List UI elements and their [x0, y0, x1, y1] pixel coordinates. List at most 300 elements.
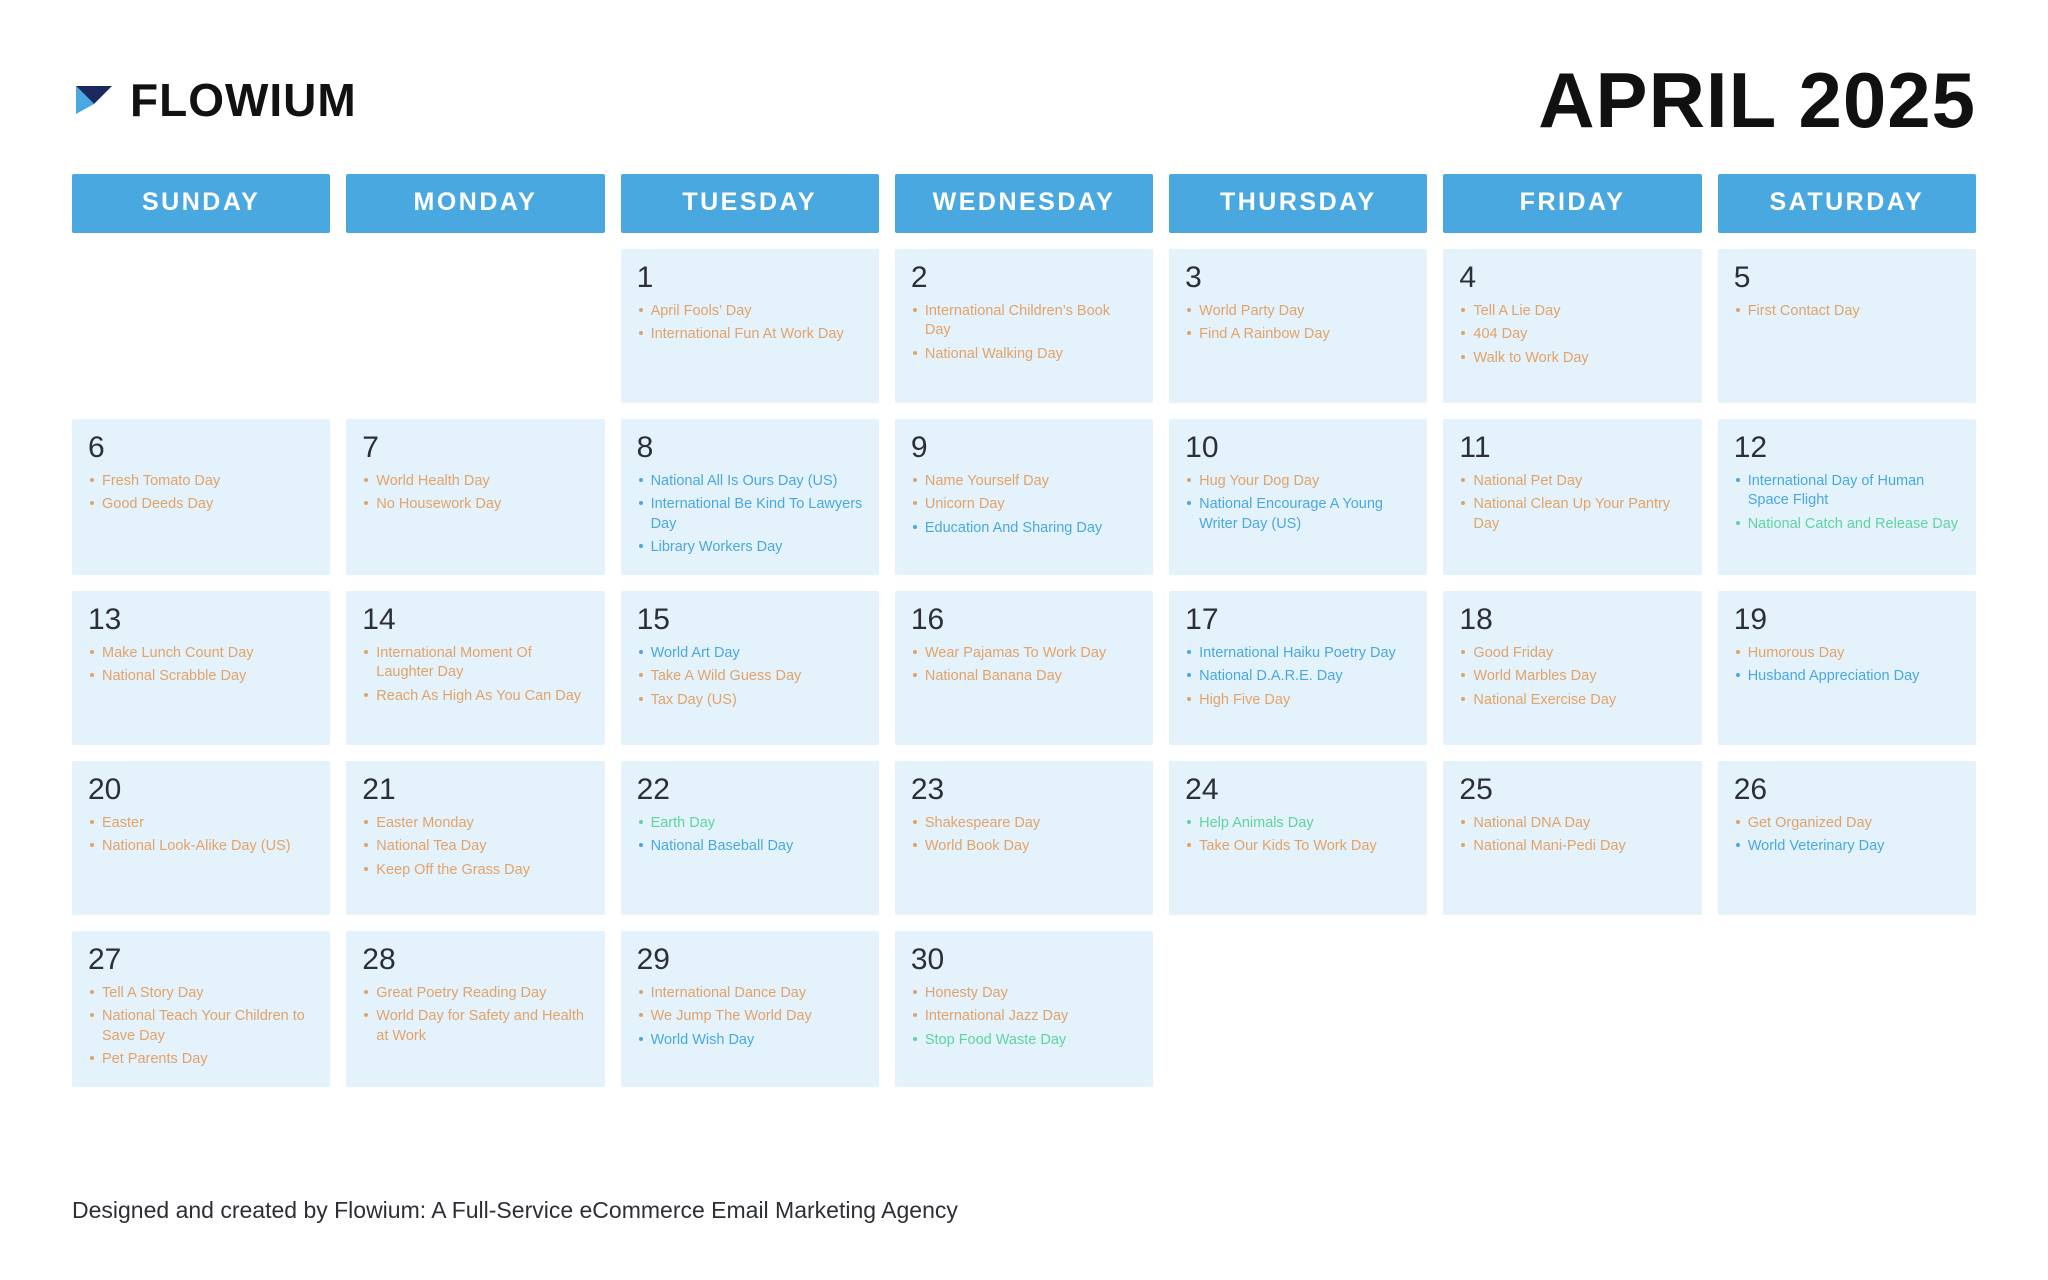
bullet-dot-icon: [364, 867, 368, 871]
event-list: [88, 984, 316, 1069]
event-label: World Party Day: [1199, 303, 1305, 319]
event-item: [911, 984, 1139, 1003]
event-label: National Encourage A Young Writer Day (US): [1199, 496, 1383, 532]
event-item: [1459, 814, 1687, 833]
event-label: International Be Kind To Lawyers Day: [650, 496, 863, 532]
calendar-day-cell[interactable]: [621, 249, 879, 403]
page-title: APRIL 2025: [1538, 56, 1976, 144]
day-number: 21: [362, 773, 396, 807]
bullet-dot-icon: [90, 673, 94, 677]
event-list: [911, 644, 1139, 687]
event-label: National D.A.R.E. Day: [1199, 668, 1343, 685]
event-label: Easter Monday: [376, 815, 474, 832]
event-label: Hug Your Dog Day: [1199, 473, 1320, 489]
bullet-dot-icon: [1736, 308, 1740, 312]
event-item: [637, 644, 865, 663]
event-item: [911, 644, 1139, 663]
calendar-day-cell[interactable]: [1718, 249, 1976, 403]
event-label: World Book Day: [924, 838, 1030, 855]
day-number: 23: [910, 773, 945, 807]
event-item: [362, 495, 590, 514]
event-label: Good Friday: [1473, 645, 1554, 662]
event-item: [1459, 325, 1687, 344]
event-item: [88, 984, 316, 1003]
event-label: Education And Sharing Day: [924, 519, 1103, 536]
bullet-dot-icon: [639, 501, 643, 505]
event-item: [911, 1031, 1139, 1050]
event-label: Unicorn Day: [924, 496, 1005, 513]
bullet-dot-icon: [639, 544, 643, 548]
event-item: [1459, 495, 1687, 534]
calendar-day-cell[interactable]: [346, 931, 604, 1087]
calendar-day-cell[interactable]: [895, 591, 1153, 745]
event-list: [637, 814, 865, 857]
event-list: [1734, 472, 1962, 534]
calendar-day-cell[interactable]: [1443, 249, 1701, 403]
bullet-dot-icon: [1187, 697, 1191, 701]
bullet-dot-icon: [639, 650, 643, 654]
bullet-dot-icon: [1461, 650, 1465, 654]
calendar-cell-empty: [1718, 931, 1976, 1087]
bullet-dot-icon: [90, 650, 94, 654]
event-item: [88, 1007, 316, 1046]
bullet-dot-icon: [90, 843, 94, 847]
event-list: [1459, 302, 1687, 368]
weekday-header: MONDAY: [346, 174, 604, 233]
event-label: Reach As High As You Can Day: [376, 687, 582, 704]
calendar-day-cell[interactable]: [1169, 591, 1427, 745]
event-item: [1185, 691, 1413, 710]
day-number: 14: [362, 603, 396, 637]
day-number: 29: [636, 943, 670, 977]
event-label: National DNA Day: [1473, 815, 1591, 832]
event-item: [362, 814, 590, 833]
bullet-dot-icon: [1187, 501, 1191, 505]
event-label: Honesty Day: [924, 985, 1008, 1002]
calendar-day-cell[interactable]: [72, 419, 330, 575]
calendar-day-cell[interactable]: [346, 419, 604, 575]
event-item: [637, 495, 865, 534]
bullet-dot-icon: [913, 478, 917, 482]
event-label: World Day for Safety and Health at Work: [376, 1008, 584, 1044]
event-item: [1185, 472, 1413, 491]
event-list: [362, 472, 590, 515]
event-item: [1459, 667, 1687, 686]
day-number: 24: [1185, 773, 1219, 807]
bullet-dot-icon: [1736, 673, 1740, 677]
event-item: [637, 1007, 865, 1026]
day-number: 3: [1185, 261, 1202, 294]
event-label: Name Yourself Day: [924, 473, 1049, 489]
event-item: [637, 691, 865, 710]
event-label: International Children’s Book Day: [924, 303, 1110, 339]
calendar-cell-empty: [1443, 931, 1701, 1087]
bullet-dot-icon: [364, 820, 368, 824]
weekday-header: TUESDAY: [621, 174, 879, 233]
event-item: [637, 814, 865, 833]
event-label: International Day of Human Space Flight: [1747, 473, 1925, 509]
event-label: Pet Parents Day: [102, 1050, 208, 1067]
bullet-dot-icon: [1461, 673, 1465, 677]
day-number: 19: [1733, 603, 1768, 637]
event-label: Wear Pajamas To Work Day: [924, 645, 1107, 662]
calendar-day-cell[interactable]: [1443, 591, 1701, 745]
event-list: [362, 814, 590, 880]
bullet-dot-icon: [1461, 501, 1465, 505]
bullet-dot-icon: [913, 525, 917, 529]
bullet-dot-icon: [913, 501, 917, 505]
day-number: 11: [1459, 431, 1491, 464]
calendar-day-cell[interactable]: [895, 931, 1153, 1087]
event-list: [1185, 302, 1413, 345]
event-list: [1185, 814, 1413, 857]
event-label: Earth Day: [650, 815, 716, 832]
event-label: National Exercise Day: [1473, 691, 1617, 708]
weekday-header: SATURDAY: [1718, 174, 1976, 233]
calendar-day-cell[interactable]: [1718, 591, 1976, 745]
event-item: [637, 837, 865, 856]
bullet-dot-icon: [1736, 478, 1740, 482]
bullet-dot-icon: [913, 308, 917, 312]
day-number: 5: [1733, 261, 1751, 294]
bullet-dot-icon: [1461, 843, 1465, 847]
event-label: National Baseball Day: [650, 838, 794, 855]
calendar-grid: [72, 174, 1976, 1087]
calendar-day-cell[interactable]: [1443, 419, 1701, 575]
event-label: Find A Rainbow Day: [1199, 326, 1330, 343]
bullet-dot-icon: [913, 990, 917, 994]
event-item: [1185, 837, 1413, 856]
event-item: [1734, 644, 1962, 663]
event-item: [637, 302, 865, 321]
bullet-dot-icon: [1736, 521, 1740, 525]
event-list: [911, 472, 1139, 538]
bullet-dot-icon: [1187, 820, 1191, 824]
event-item: [362, 837, 590, 856]
event-item: [911, 345, 1139, 364]
event-label: National Teach Your Children to Save Day: [102, 1008, 305, 1044]
page-header: [72, 0, 1976, 160]
event-item: [1185, 325, 1413, 344]
day-number: 7: [362, 431, 379, 464]
bullet-dot-icon: [913, 351, 917, 355]
event-label: National Clean Up Your Pantry Day: [1473, 496, 1671, 532]
event-label: Keep Off the Grass Day: [376, 861, 530, 878]
day-number: 27: [88, 943, 122, 977]
event-item: [911, 667, 1139, 686]
event-list: [1734, 644, 1962, 687]
calendar-cell-empty: [346, 249, 604, 403]
day-number: 15: [636, 603, 670, 637]
day-number: 16: [910, 603, 945, 637]
calendar-cell-empty: [72, 249, 330, 403]
day-number: 17: [1185, 603, 1219, 637]
bullet-dot-icon: [639, 1037, 643, 1041]
event-label: World Veterinary Day: [1747, 838, 1885, 855]
event-label: International Dance Day: [650, 985, 807, 1002]
event-label: Great Poetry Reading Day: [376, 985, 547, 1002]
event-label: National Catch and Release Day: [1747, 515, 1959, 532]
bullet-dot-icon: [639, 820, 643, 824]
bullet-dot-icon: [913, 1013, 917, 1017]
calendar-day-cell[interactable]: [346, 591, 604, 745]
event-item: [911, 1007, 1139, 1026]
weekday-header: THURSDAY: [1169, 174, 1427, 233]
bullet-dot-icon: [90, 501, 94, 505]
bullet-dot-icon: [90, 1013, 94, 1017]
event-label: Library Workers Day: [650, 538, 783, 555]
bullet-dot-icon: [1461, 820, 1465, 824]
day-number: 9: [910, 431, 928, 464]
event-label: International Moment Of Laughter Day: [376, 645, 532, 681]
event-item: [637, 325, 865, 344]
event-item: [1459, 349, 1687, 368]
day-number: 26: [1733, 773, 1768, 807]
event-label: Help Animals Day: [1199, 815, 1314, 832]
bullet-dot-icon: [90, 990, 94, 994]
calendar-day-cell[interactable]: [1443, 761, 1701, 915]
bullet-dot-icon: [639, 697, 643, 701]
event-label: National Mani-Pedi Day: [1473, 838, 1626, 855]
event-label: April Fools’ Day: [650, 303, 752, 319]
event-item: [88, 1050, 316, 1069]
event-list: [911, 984, 1139, 1050]
weekday-header: SUNDAY: [72, 174, 330, 233]
event-item: [88, 472, 316, 491]
day-number: 20: [88, 773, 122, 807]
event-label: Husband Appreciation Day: [1747, 668, 1920, 685]
event-item: [1185, 667, 1413, 686]
event-label: We Jump The World Day: [650, 1008, 812, 1025]
event-item: [362, 472, 590, 491]
event-list: [637, 302, 865, 345]
day-number: 25: [1459, 773, 1493, 807]
event-label: Tax Day (US): [650, 691, 737, 708]
event-list: [637, 644, 865, 710]
event-item: [88, 667, 316, 686]
event-item: [362, 644, 590, 683]
event-list: [1734, 302, 1962, 321]
event-list: [911, 302, 1139, 364]
day-number: 30: [910, 943, 945, 977]
bullet-dot-icon: [364, 478, 368, 482]
event-label: International Jazz Day: [924, 1008, 1069, 1025]
calendar-day-cell[interactable]: [1718, 761, 1976, 915]
event-list: [1459, 814, 1687, 857]
calendar-day-cell[interactable]: [72, 931, 330, 1087]
event-item: [637, 538, 865, 557]
event-item: [88, 814, 316, 833]
event-item: [1459, 302, 1687, 321]
calendar-day-cell[interactable]: [895, 419, 1153, 575]
event-item: [362, 984, 590, 1003]
event-label: Tell A Lie Day: [1473, 303, 1561, 319]
event-label: World Marbles Day: [1473, 668, 1597, 685]
event-list: [911, 814, 1139, 857]
bullet-dot-icon: [1461, 697, 1465, 701]
event-label: National Banana Day: [924, 668, 1062, 685]
event-label: National Walking Day: [924, 345, 1063, 362]
calendar-day-cell[interactable]: [621, 761, 879, 915]
calendar-day-cell[interactable]: [72, 591, 330, 745]
bullet-dot-icon: [364, 650, 368, 654]
calendar-day-cell[interactable]: [1169, 249, 1427, 403]
calendar-day-cell[interactable]: [621, 591, 879, 745]
event-item: [1459, 644, 1687, 663]
event-label: Take Our Kids To Work Day: [1199, 838, 1377, 855]
bullet-dot-icon: [1187, 308, 1191, 312]
flowium-triangle-logo-icon: [72, 74, 124, 126]
event-label: World Wish Day: [650, 1031, 755, 1048]
event-label: National All Is Ours Day (US): [650, 473, 838, 489]
event-label: Good Deeds Day: [102, 496, 214, 513]
event-item: [1734, 814, 1962, 833]
bullet-dot-icon: [1187, 331, 1191, 335]
bullet-dot-icon: [913, 673, 917, 677]
bullet-dot-icon: [1736, 820, 1740, 824]
bullet-dot-icon: [364, 843, 368, 847]
brand-name: FLOWIUM: [130, 74, 357, 126]
event-item: [1459, 472, 1687, 491]
calendar-day-cell[interactable]: [895, 249, 1153, 403]
bullet-dot-icon: [1187, 673, 1191, 677]
event-item: [88, 837, 316, 856]
event-item: [362, 861, 590, 880]
bullet-dot-icon: [1461, 331, 1465, 335]
event-label: International Fun At Work Day: [650, 326, 844, 343]
event-item: [911, 519, 1139, 538]
event-item: [88, 495, 316, 514]
event-list: [88, 644, 316, 687]
event-list: [88, 472, 316, 515]
event-item: [911, 495, 1139, 514]
day-number: 22: [636, 773, 670, 807]
event-list: [1185, 472, 1413, 534]
bullet-dot-icon: [639, 308, 643, 312]
event-item: [362, 1007, 590, 1046]
calendar-day-cell[interactable]: [1169, 419, 1427, 575]
event-label: High Five Day: [1199, 691, 1291, 708]
event-label: Get Organized Day: [1747, 815, 1872, 832]
calendar-day-cell[interactable]: [72, 761, 330, 915]
event-label: Easter: [102, 815, 144, 832]
event-list: [637, 984, 865, 1050]
day-number: 28: [362, 943, 396, 977]
bullet-dot-icon: [639, 990, 643, 994]
event-item: [1734, 515, 1962, 534]
bullet-dot-icon: [639, 478, 643, 482]
event-label: Humorous Day: [1747, 645, 1845, 662]
bullet-dot-icon: [1461, 355, 1465, 359]
bullet-dot-icon: [639, 331, 643, 335]
event-item: [1185, 814, 1413, 833]
calendar-day-cell[interactable]: [346, 761, 604, 915]
brand-logo: [72, 73, 357, 127]
event-label: National Scrabble Day: [102, 668, 247, 685]
event-label: Shakespeare Day: [924, 815, 1041, 832]
event-label: First Contact Day: [1747, 303, 1860, 319]
day-number: 4: [1459, 261, 1477, 294]
event-list: [637, 472, 865, 557]
event-label: Walk to Work Day: [1473, 349, 1589, 366]
event-label: World Art Day: [650, 645, 740, 662]
bullet-dot-icon: [364, 693, 368, 697]
day-number: 6: [88, 431, 105, 464]
event-label: Fresh Tomato Day: [102, 473, 221, 489]
weekday-header: WEDNESDAY: [895, 174, 1153, 233]
event-item: [637, 667, 865, 686]
event-item: [911, 472, 1139, 491]
event-label: International Haiku Poetry Day: [1199, 645, 1396, 662]
event-item: [911, 302, 1139, 341]
bullet-dot-icon: [913, 1037, 917, 1041]
bullet-dot-icon: [1187, 478, 1191, 482]
bullet-dot-icon: [1461, 308, 1465, 312]
day-number: 18: [1459, 603, 1493, 637]
event-list: [362, 984, 590, 1046]
event-list: [362, 644, 590, 706]
bullet-dot-icon: [1461, 478, 1465, 482]
calendar-day-cell[interactable]: [621, 931, 879, 1087]
event-label: Stop Food Waste Day: [924, 1031, 1067, 1048]
event-item: [911, 814, 1139, 833]
calendar-day-cell[interactable]: [1718, 419, 1976, 575]
bullet-dot-icon: [90, 1056, 94, 1060]
bullet-dot-icon: [913, 843, 917, 847]
calendar-day-cell[interactable]: [1169, 761, 1427, 915]
event-label: Tell A Story Day: [102, 985, 204, 1002]
bullet-dot-icon: [90, 478, 94, 482]
event-item: [1734, 837, 1962, 856]
event-item: [911, 837, 1139, 856]
day-number: 8: [636, 431, 654, 464]
event-label: National Pet Day: [1473, 473, 1583, 489]
event-label: National Tea Day: [376, 838, 487, 855]
event-item: [1185, 495, 1413, 534]
day-number: 2: [910, 261, 928, 294]
event-item: [1734, 667, 1962, 686]
event-item: [1734, 302, 1962, 321]
calendar-day-cell[interactable]: [621, 419, 879, 575]
event-list: [88, 814, 316, 857]
event-item: [637, 984, 865, 1003]
day-number: 12: [1733, 431, 1768, 464]
event-label: National Look-Alike Day (US): [102, 838, 291, 855]
day-number: 1: [636, 261, 654, 294]
event-item: [362, 687, 590, 706]
event-label: No Housework Day: [376, 496, 502, 513]
event-item: [637, 472, 865, 491]
event-label: Make Lunch Count Day: [102, 645, 254, 662]
day-number: 10: [1185, 431, 1219, 464]
bullet-dot-icon: [90, 820, 94, 824]
event-list: [1459, 472, 1687, 534]
bullet-dot-icon: [639, 843, 643, 847]
event-item: [1459, 837, 1687, 856]
day-number: 13: [88, 603, 122, 637]
bullet-dot-icon: [1187, 843, 1191, 847]
footer-credit: Designed and created by Flowium: A Full-Service eCommerce Email Marketing Agency: [72, 1197, 958, 1223]
event-label: Take A Wild Guess Day: [650, 668, 802, 685]
bullet-dot-icon: [1736, 843, 1740, 847]
bullet-dot-icon: [1736, 650, 1740, 654]
calendar-day-cell[interactable]: [895, 761, 1153, 915]
bullet-dot-icon: [639, 1013, 643, 1017]
event-item: [1459, 691, 1687, 710]
event-item: [637, 1031, 865, 1050]
event-list: [1185, 644, 1413, 710]
event-item: [88, 644, 316, 663]
